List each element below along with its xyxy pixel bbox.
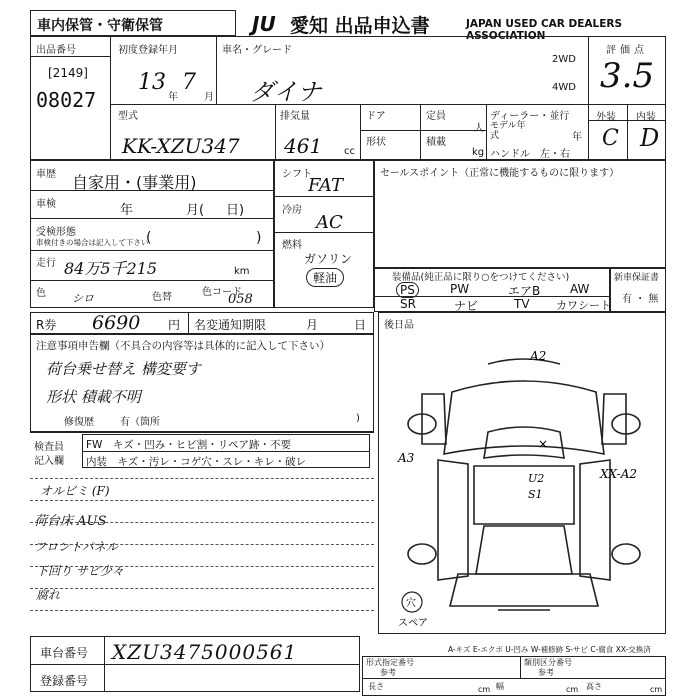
- mileage-value: 84万5千215: [64, 259, 158, 278]
- lot-label: 出品番号: [36, 45, 76, 56]
- car-name: ダイナ: [250, 78, 322, 106]
- repair-value: 有（箇所: [120, 417, 160, 428]
- interior-label: 内装: [636, 112, 656, 123]
- inspector-note2: 荷台床 AUS: [34, 514, 107, 529]
- model-year-label: モデル年式: [490, 121, 526, 141]
- diagram-right-label: XX-A2: [600, 467, 638, 481]
- door-label: ドア: [366, 111, 386, 122]
- logo-ju: JU: [252, 12, 276, 36]
- inspection-day: 日): [226, 203, 245, 218]
- diagram-center-x: ×: [538, 437, 549, 451]
- ref2: 参考: [538, 668, 554, 677]
- notes-line1: 荷台乗せ替え 構変要す: [46, 360, 201, 378]
- capacity-label: 定員: [426, 111, 446, 122]
- person-unit: 人: [474, 123, 484, 134]
- spare-mark: 穴: [406, 598, 416, 609]
- equip-ps: PS: [396, 282, 419, 298]
- width-label: 幅: [496, 682, 504, 691]
- month-unit: 月: [204, 92, 214, 103]
- color-label: 色: [36, 288, 46, 299]
- width-cm: cm: [566, 685, 579, 694]
- inspector-label-1: 検査員: [34, 442, 64, 453]
- inspector-label-2: 記入欄: [34, 456, 64, 467]
- length-label: 長さ: [368, 682, 384, 691]
- class-label: 類別区分番号: [524, 658, 572, 667]
- inspection-year: 年: [120, 203, 134, 218]
- drive-4wd: 4WD: [552, 82, 576, 93]
- receipt-paren-close: ): [256, 230, 262, 246]
- model-label: 型式: [118, 111, 138, 122]
- equip-leather: カワシート: [556, 299, 611, 312]
- inspector-note1: オルビミ (F): [40, 484, 110, 498]
- warranty-options: 有 ・ 無: [622, 294, 659, 305]
- receipt-note: 車検付きの場合は記入して下さい: [36, 238, 149, 247]
- rear-label: 後日品: [384, 320, 414, 331]
- recycle-label: R券: [36, 318, 57, 332]
- inspection-label: 車検: [36, 199, 56, 210]
- mileage-km: km: [234, 266, 250, 277]
- inspector-note3: フロントパネル: [34, 540, 118, 554]
- storage-tab: [30, 10, 236, 36]
- first-reg-label: 初度登録年月: [118, 45, 178, 56]
- warranty-label: 新車保証書: [614, 273, 660, 283]
- form-title-en: JAPAN USED CAR DEALERS ASSOCIATION: [466, 18, 623, 42]
- inspector-note4: 下回り サビ少々: [36, 564, 124, 578]
- notice-day: 日: [354, 318, 367, 332]
- score-label: 評価点: [606, 45, 648, 56]
- shift-value: FAT: [308, 175, 343, 196]
- form-title: 愛知 出品申込書: [290, 15, 430, 37]
- ref1: 参考: [380, 668, 396, 677]
- legend: A-キズ E-エクボ U-凹み W-補修跡 S-サビ C-腐食 XX-交換済: [448, 645, 651, 654]
- ac-label: 冷房: [282, 205, 302, 216]
- chassis-label: 車台番号: [40, 646, 89, 660]
- notes-title: 注意事項申告欄（不具合の内容等は具体的に記入して下さい）: [36, 340, 330, 352]
- mileage-label: 走行: [36, 258, 56, 269]
- inspector-row1: FW キズ・凹み・ヒビ割・リペア跡・不要: [86, 439, 292, 451]
- car-name-label: 車名・グレード: [222, 45, 292, 56]
- diagram-center-2: S1: [528, 488, 543, 501]
- year-unit: 年: [168, 92, 178, 103]
- receipt-paren: (: [146, 230, 152, 246]
- color-value: シロ: [72, 292, 94, 305]
- diagram-center-1: U2: [528, 472, 545, 485]
- notes-line2: 形状 積載不明: [46, 388, 141, 406]
- equip-navi: ナビ: [454, 299, 479, 313]
- inspector-note5: 腐れ: [36, 588, 61, 602]
- lot-small: [2149]: [48, 66, 88, 80]
- handle-label: ハンドル 左・右: [490, 149, 570, 160]
- height-label: 高さ: [586, 682, 602, 691]
- receipt-label: 受検形態: [36, 227, 76, 238]
- equip-aw: AW: [570, 282, 590, 296]
- chassis-value: XZU3475000561: [112, 640, 298, 664]
- inspector-row2: 内装 キズ・汚レ・コゲ穴・スレ・キレ・破レ: [86, 456, 307, 468]
- fuel-label: 燃料: [282, 240, 302, 251]
- ac-value: AC: [316, 212, 343, 233]
- form-label: 形式指定番号: [366, 658, 414, 667]
- load-label: 積載: [426, 137, 446, 148]
- dealer-label: ディーラー・並行: [490, 111, 570, 122]
- fuel-option-1: ガソリン: [304, 252, 353, 266]
- kg-unit: kg: [472, 147, 485, 158]
- model-value: KK-XZU347: [122, 134, 240, 158]
- score-value: 3.5: [600, 56, 655, 96]
- equip-pw: PW: [450, 282, 470, 296]
- fuel-option-2: 軽油: [306, 268, 344, 287]
- shift-label: シフト: [282, 169, 312, 180]
- diagram-top-label: A2: [530, 349, 547, 363]
- length-cm: cm: [478, 685, 491, 694]
- lot-number: 08027: [36, 88, 97, 112]
- vehicle-diagram: [378, 334, 666, 630]
- color-change-label: 色替: [152, 292, 172, 303]
- repair-close: ): [356, 413, 360, 424]
- history-value: 自家用・(事業用): [72, 173, 197, 192]
- inspection-month: 月(: [186, 203, 205, 218]
- recycle-value: 6690: [92, 312, 141, 334]
- height-cm: cm: [650, 685, 663, 694]
- year-label: 年: [572, 132, 582, 143]
- color-code-label: 色コード: [202, 287, 242, 298]
- recycle-yen: 円: [168, 318, 181, 332]
- drive-2wd: 2WD: [552, 54, 576, 65]
- history-label: 車歴: [36, 169, 56, 180]
- exterior-grade: C: [602, 126, 619, 151]
- first-reg-year: 13: [138, 70, 166, 95]
- equip-airbag: エアB: [508, 284, 541, 298]
- notice-label: 名変通知期限: [194, 318, 267, 332]
- exterior-label: 外装: [596, 112, 616, 123]
- storage-tab-label: 車内保管・守衛保管: [37, 18, 163, 34]
- interior-grade: D: [640, 124, 660, 152]
- equipment-title: 装備品(純正品に限り○をつけてください): [392, 272, 570, 283]
- diagram-left-label: A3: [398, 451, 415, 465]
- color-code: 058: [228, 292, 253, 307]
- equip-tv: TV: [514, 297, 530, 311]
- first-reg-month: 7: [182, 70, 196, 95]
- repair-label: 修復歴: [64, 417, 94, 428]
- spare-label: スペア: [398, 618, 428, 629]
- cc-unit: cc: [344, 146, 355, 157]
- reg-label: 登録番号: [40, 674, 89, 688]
- sales-points-label: セールスポイント（正常に機能するものに限ります）: [380, 168, 620, 179]
- notice-month: 月: [306, 318, 319, 332]
- displacement-value: 461: [284, 134, 323, 158]
- displacement-label: 排気量: [280, 111, 310, 122]
- shape-label: 形状: [366, 137, 386, 148]
- equip-sr: SR: [400, 297, 416, 311]
